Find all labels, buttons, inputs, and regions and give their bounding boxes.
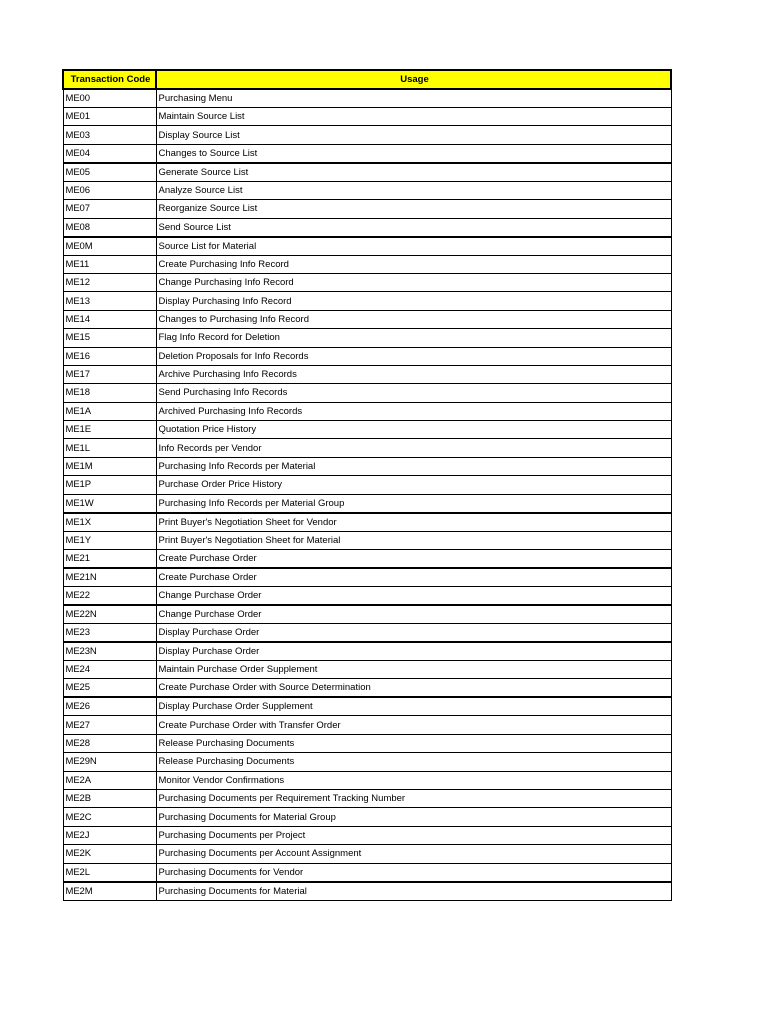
- usage-cell: Change Purchase Order: [156, 605, 671, 624]
- transaction-code-cell: ME1E: [63, 421, 156, 439]
- transaction-code-cell: ME0M: [63, 237, 156, 256]
- table-row: [63, 384, 671, 402]
- usage-cell: Purchasing Documents for Material: [156, 882, 671, 901]
- table-row: [63, 808, 671, 826]
- transaction-code-cell: ME2C: [63, 808, 156, 826]
- usage-cell: Purchasing Documents for Vendor: [156, 863, 671, 882]
- usage-cell: Purchasing Info Records per Material: [156, 457, 671, 475]
- table-row: [63, 292, 671, 310]
- usage-cell: Reorganize Source List: [156, 200, 671, 218]
- usage-cell: Purchasing Documents per Project: [156, 826, 671, 844]
- table-row: [63, 126, 671, 144]
- usage-cell: Release Purchasing Documents: [156, 734, 671, 752]
- table-row: [63, 181, 671, 199]
- usage-cell: Display Purchase Order: [156, 624, 671, 643]
- transaction-code-cell: ME00: [63, 89, 156, 108]
- transaction-code-cell: ME1L: [63, 439, 156, 457]
- transaction-code-cell: ME17: [63, 365, 156, 383]
- transaction-code-cell: ME2L: [63, 863, 156, 882]
- table-row: [63, 568, 671, 587]
- table-row: [63, 439, 671, 457]
- table-row: [63, 734, 671, 752]
- table-row: [63, 679, 671, 698]
- transaction-code-cell: ME1M: [63, 457, 156, 475]
- usage-cell: Display Purchasing Info Record: [156, 292, 671, 310]
- usage-cell: Change Purchasing Info Record: [156, 273, 671, 291]
- transaction-code-cell: ME1P: [63, 476, 156, 494]
- transaction-code-cell: ME2K: [63, 845, 156, 863]
- table-row: [63, 457, 671, 475]
- transaction-code-cell: ME04: [63, 144, 156, 163]
- table-row: [63, 661, 671, 679]
- transaction-code-cell: ME06: [63, 181, 156, 199]
- table-row: [63, 237, 671, 256]
- usage-cell: Purchase Order Price History: [156, 476, 671, 494]
- transaction-code-cell: ME01: [63, 108, 156, 126]
- usage-cell: Purchasing Documents for Material Group: [156, 808, 671, 826]
- transaction-code-cell: ME2A: [63, 771, 156, 789]
- table-row: [63, 716, 671, 734]
- transaction-code-cell: ME18: [63, 384, 156, 402]
- table-row: [63, 163, 671, 182]
- table-row: [63, 310, 671, 328]
- usage-cell: Send Purchasing Info Records: [156, 384, 671, 402]
- table-row: [63, 605, 671, 624]
- usage-cell: Generate Source List: [156, 163, 671, 182]
- usage-cell: Print Buyer's Negotiation Sheet for Material: [156, 531, 671, 549]
- transaction-code-cell: ME11: [63, 255, 156, 273]
- transaction-code-cell: ME25: [63, 679, 156, 698]
- usage-cell: Create Purchase Order with Source Determination: [156, 679, 671, 698]
- usage-cell: Quotation Price History: [156, 421, 671, 439]
- table-row: [63, 273, 671, 291]
- transaction-code-cell: ME2J: [63, 826, 156, 844]
- usage-cell: Analyze Source List: [156, 181, 671, 199]
- table-row: [63, 347, 671, 365]
- usage-cell: Purchasing Info Records per Material Group: [156, 494, 671, 513]
- transaction-code-cell: ME28: [63, 734, 156, 752]
- transaction-code-cell: ME13: [63, 292, 156, 310]
- table-row: [63, 531, 671, 549]
- transaction-code-cell: ME29N: [63, 753, 156, 771]
- table-row: [63, 642, 671, 661]
- transaction-code-cell: ME07: [63, 200, 156, 218]
- usage-cell: Create Purchase Order with Transfer Order: [156, 716, 671, 734]
- table-row: [63, 550, 671, 569]
- transaction-code-cell: ME21N: [63, 568, 156, 587]
- transaction-code-table: [62, 69, 672, 901]
- usage-cell: Create Purchase Order: [156, 550, 671, 569]
- table-row: [63, 863, 671, 882]
- table-row: [63, 513, 671, 532]
- usage-cell: Create Purchase Order: [156, 568, 671, 587]
- usage-cell: Display Source List: [156, 126, 671, 144]
- table-row: [63, 587, 671, 606]
- transaction-code-cell: ME22N: [63, 605, 156, 624]
- table-row: [63, 255, 671, 273]
- table-row: [63, 697, 671, 716]
- transaction-code-cell: ME05: [63, 163, 156, 182]
- table-row: [63, 402, 671, 420]
- transaction-code-cell: ME26: [63, 697, 156, 716]
- usage-cell: Change Purchase Order: [156, 587, 671, 606]
- usage-cell: Deletion Proposals for Info Records: [156, 347, 671, 365]
- transaction-code-cell: ME15: [63, 329, 156, 347]
- transaction-code-cell: ME1X: [63, 513, 156, 532]
- header-transaction-code: Transaction Code: [63, 70, 156, 89]
- transaction-code-cell: ME24: [63, 661, 156, 679]
- usage-cell: Display Purchase Order Supplement: [156, 697, 671, 716]
- usage-cell: Flag Info Record for Deletion: [156, 329, 671, 347]
- transaction-code-cell: ME14: [63, 310, 156, 328]
- transaction-code-cell: ME03: [63, 126, 156, 144]
- usage-cell: Display Purchase Order: [156, 642, 671, 661]
- usage-cell: Changes to Source List: [156, 144, 671, 163]
- usage-cell: Send Source List: [156, 218, 671, 237]
- table-body: [63, 89, 671, 900]
- transaction-code-cell: ME08: [63, 218, 156, 237]
- table-row: [63, 753, 671, 771]
- table-row: [63, 200, 671, 218]
- usage-cell: Maintain Purchase Order Supplement: [156, 661, 671, 679]
- usage-cell: Release Purchasing Documents: [156, 753, 671, 771]
- transaction-code-cell: ME1A: [63, 402, 156, 420]
- usage-cell: Print Buyer's Negotiation Sheet for Vendor: [156, 513, 671, 532]
- usage-cell: Purchasing Documents per Requirement Tracking Number: [156, 789, 671, 807]
- transaction-code-cell: ME21: [63, 550, 156, 569]
- table-row: [63, 826, 671, 844]
- usage-cell: Source List for Material: [156, 237, 671, 256]
- table-row: [63, 789, 671, 807]
- table-row: [63, 329, 671, 347]
- table-row: [63, 218, 671, 237]
- table-row: [63, 476, 671, 494]
- transaction-code-cell: ME27: [63, 716, 156, 734]
- usage-cell: Create Purchasing Info Record: [156, 255, 671, 273]
- transaction-code-cell: ME2M: [63, 882, 156, 901]
- usage-cell: Maintain Source List: [156, 108, 671, 126]
- table-row: [63, 144, 671, 163]
- table-row: [63, 771, 671, 789]
- usage-cell: Changes to Purchasing Info Record: [156, 310, 671, 328]
- usage-cell: Info Records per Vendor: [156, 439, 671, 457]
- usage-cell: Purchasing Menu: [156, 89, 671, 108]
- usage-cell: Monitor Vendor Confirmations: [156, 771, 671, 789]
- transaction-code-cell: ME23: [63, 624, 156, 643]
- transaction-code-cell: ME23N: [63, 642, 156, 661]
- transaction-code-cell: ME2B: [63, 789, 156, 807]
- transaction-code-cell: ME1W: [63, 494, 156, 513]
- table-row: [63, 882, 671, 901]
- usage-cell: Purchasing Documents per Account Assignment: [156, 845, 671, 863]
- table-row: [63, 89, 671, 108]
- table-row: [63, 624, 671, 643]
- usage-cell: Archived Purchasing Info Records: [156, 402, 671, 420]
- table-row: [63, 421, 671, 439]
- table-row: [63, 365, 671, 383]
- transaction-code-cell: ME12: [63, 273, 156, 291]
- table-row: [63, 108, 671, 126]
- table-header-row: [63, 70, 671, 89]
- table-row: [63, 845, 671, 863]
- usage-cell: Archive Purchasing Info Records: [156, 365, 671, 383]
- transaction-code-cell: ME16: [63, 347, 156, 365]
- transaction-code-cell: ME1Y: [63, 531, 156, 549]
- table-row: [63, 494, 671, 513]
- transaction-code-cell: ME22: [63, 587, 156, 606]
- header-usage: Usage: [156, 70, 671, 89]
